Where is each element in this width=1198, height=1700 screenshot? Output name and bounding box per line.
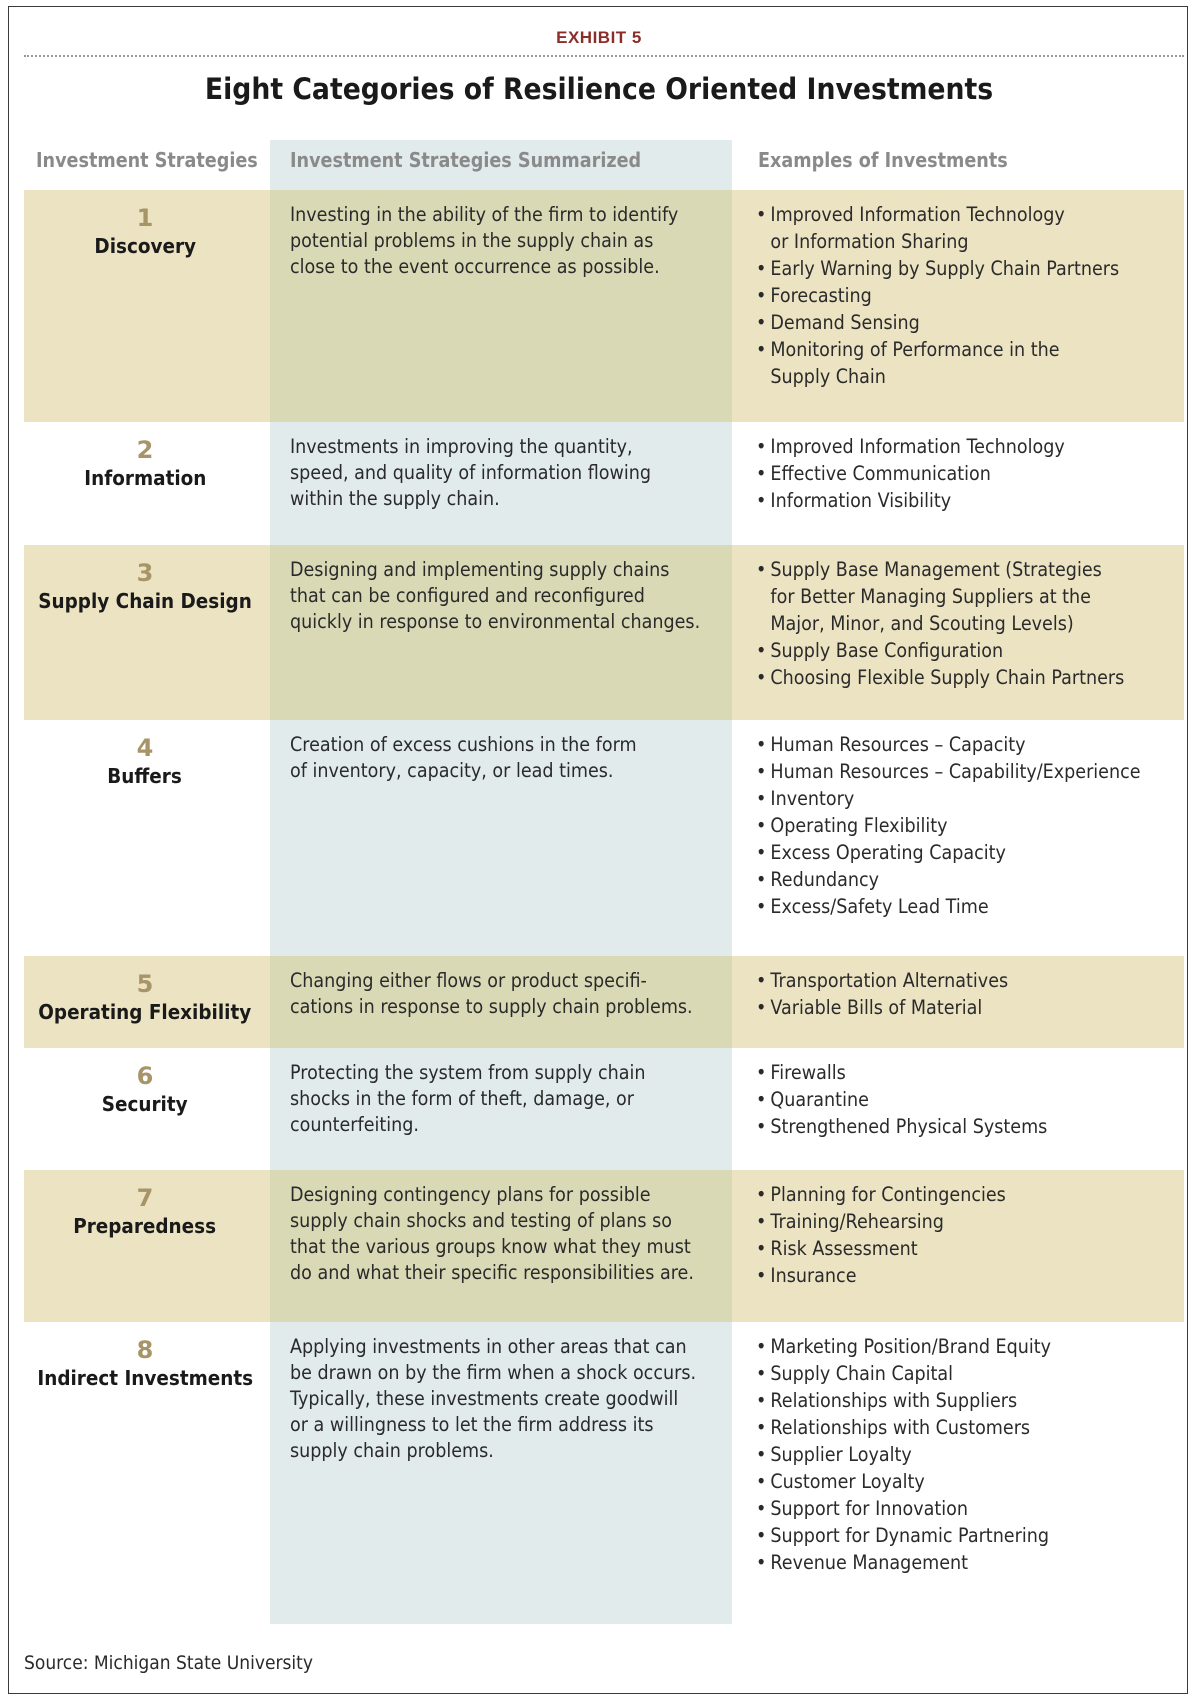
category-name: Information <box>83 466 207 490</box>
category-cell <box>24 204 266 260</box>
category-number: 6 <box>136 1062 154 1090</box>
category-number: 2 <box>136 436 154 464</box>
example-item: • Operating Flexibility <box>756 812 1197 839</box>
example-item: • Improved Information Technology <box>756 433 1197 460</box>
strategy-summary: Applying investments in other areas that can be drawn on by the firm when a shock occurs. Typically, these investments create goodwill or a willingness to let the firm address its supply chain problems. <box>290 1335 697 1462</box>
example-item: • Variable Bills of Material <box>756 994 1197 1021</box>
table-row <box>24 1170 1184 1322</box>
category-number: 7 <box>136 1184 154 1212</box>
table-row <box>24 190 1184 422</box>
example-item: • Forecasting <box>756 282 1197 309</box>
example-item: • Transportation Alternatives <box>756 967 1197 994</box>
example-item: • Human Resources – Capacity <box>756 731 1197 758</box>
category-cell <box>24 970 266 1026</box>
example-item: • Relationships with Suppliers <box>756 1387 1197 1414</box>
category-cell <box>24 1062 266 1118</box>
category-name: Operating Flexibility <box>38 1000 252 1024</box>
category-name: Discovery <box>94 234 196 258</box>
examples-list <box>756 1181 1197 1289</box>
example-item: • Strengthened Physical Systems <box>756 1113 1197 1140</box>
header-strategies-summarized: Investment Strategies Summarized <box>290 148 642 172</box>
category-number: 5 <box>136 970 154 998</box>
examples-list <box>756 433 1197 514</box>
strategy-summary: Creation of excess cushions in the form of inventory, capacity, or lead times. <box>290 733 637 782</box>
example-item: • Supply Base Management (Strategies for Better Managing Suppliers at the Major, Minor, and Scouting Levels) <box>756 556 1197 637</box>
category-number: 1 <box>136 204 154 232</box>
table-row <box>24 1048 1184 1170</box>
category-cell <box>24 559 266 615</box>
example-item: • Firewalls <box>756 1059 1197 1086</box>
example-item: • Excess Operating Capacity <box>756 839 1197 866</box>
example-item: • Insurance <box>756 1262 1197 1289</box>
example-item: • Effective Communication <box>756 460 1197 487</box>
example-item: • Supply Chain Capital <box>756 1360 1197 1387</box>
example-item: • Redundancy <box>756 866 1197 893</box>
strategy-summary: Investing in the ability of the firm to identify potential problems in the supply chain as close to the event occurrence as possible. <box>290 203 679 278</box>
exhibit-label: EXHIBIT 5 <box>556 28 642 47</box>
example-item: • Supplier Loyalty <box>756 1441 1197 1468</box>
category-name: Security <box>102 1092 188 1116</box>
example-item: • Human Resources – Capability/Experience <box>756 758 1197 785</box>
example-item: • Early Warning by Supply Chain Partners <box>756 255 1197 282</box>
category-name: Indirect Investments <box>37 1366 253 1390</box>
example-item: • Support for Innovation <box>756 1495 1197 1522</box>
category-cell <box>24 1336 266 1392</box>
strategy-summary: Investments in improving the quantity, speed, and quality of information flowing within the supply chain. <box>290 435 652 510</box>
header-examples: Examples of Investments <box>758 148 1008 172</box>
example-item: • Demand Sensing <box>756 309 1197 336</box>
strategy-summary: Designing contingency plans for possible supply chain shocks and testing of plans so that the various groups know what they must do and what their specific responsibilities are. <box>290 1183 694 1284</box>
dotted-divider <box>24 55 1184 57</box>
category-cell <box>24 734 266 790</box>
examples-list <box>756 556 1197 691</box>
examples-list <box>756 1059 1197 1140</box>
exhibit-title: Eight Categories of Resilience Oriented Investments <box>204 72 994 106</box>
example-item: • Planning for Contingencies <box>756 1181 1197 1208</box>
example-item: • Quarantine <box>756 1086 1197 1113</box>
example-item: • Supply Base Configuration <box>756 637 1197 664</box>
example-item: • Relationships with Customers <box>756 1414 1197 1441</box>
category-cell <box>24 1184 266 1240</box>
example-item: • Choosing Flexible Supply Chain Partners <box>756 664 1197 691</box>
examples-list <box>756 967 1197 1021</box>
example-item: • Monitoring of Performance in the Supply Chain <box>756 336 1197 390</box>
category-name: Buffers <box>107 764 183 788</box>
example-item: • Customer Loyalty <box>756 1468 1197 1495</box>
category-number: 4 <box>136 734 154 762</box>
category-number: 3 <box>136 559 154 587</box>
category-number: 8 <box>136 1336 154 1364</box>
example-item: • Inventory <box>756 785 1197 812</box>
table-row <box>24 1322 1184 1624</box>
category-cell <box>24 436 266 492</box>
examples-list <box>756 201 1197 390</box>
examples-list <box>756 1333 1197 1576</box>
category-name: Supply Chain Design <box>38 589 252 613</box>
table-row <box>24 956 1184 1048</box>
strategy-summary: Designing and implementing supply chains that can be configured and reconfigured quickly in response to environmental changes. <box>290 558 701 633</box>
examples-list <box>756 731 1197 920</box>
example-item: • Marketing Position/Brand Equity <box>756 1333 1197 1360</box>
example-item: • Excess/Safety Lead Time <box>756 893 1197 920</box>
header-investment-strategies: Investment Strategies <box>36 148 258 172</box>
table-row <box>24 720 1184 956</box>
example-item: • Improved Information Technology or Information Sharing <box>756 201 1197 255</box>
category-name: Preparedness <box>73 1214 217 1238</box>
strategy-summary: Changing either flows or product specifi- cations in response to supply chain problems. <box>290 969 693 1018</box>
table-row <box>24 545 1184 720</box>
source-note: Source: Michigan State University <box>24 1652 313 1674</box>
example-item: • Revenue Management <box>756 1549 1197 1576</box>
example-item: • Information Visibility <box>756 487 1197 514</box>
example-item: • Support for Dynamic Partnering <box>756 1522 1197 1549</box>
strategy-summary: Protecting the system from supply chain shocks in the form of theft, damage, or counterfeiting. <box>290 1061 646 1136</box>
example-item: • Risk Assessment <box>756 1235 1197 1262</box>
example-item: • Training/Rehearsing <box>756 1208 1197 1235</box>
table-row <box>24 422 1184 545</box>
